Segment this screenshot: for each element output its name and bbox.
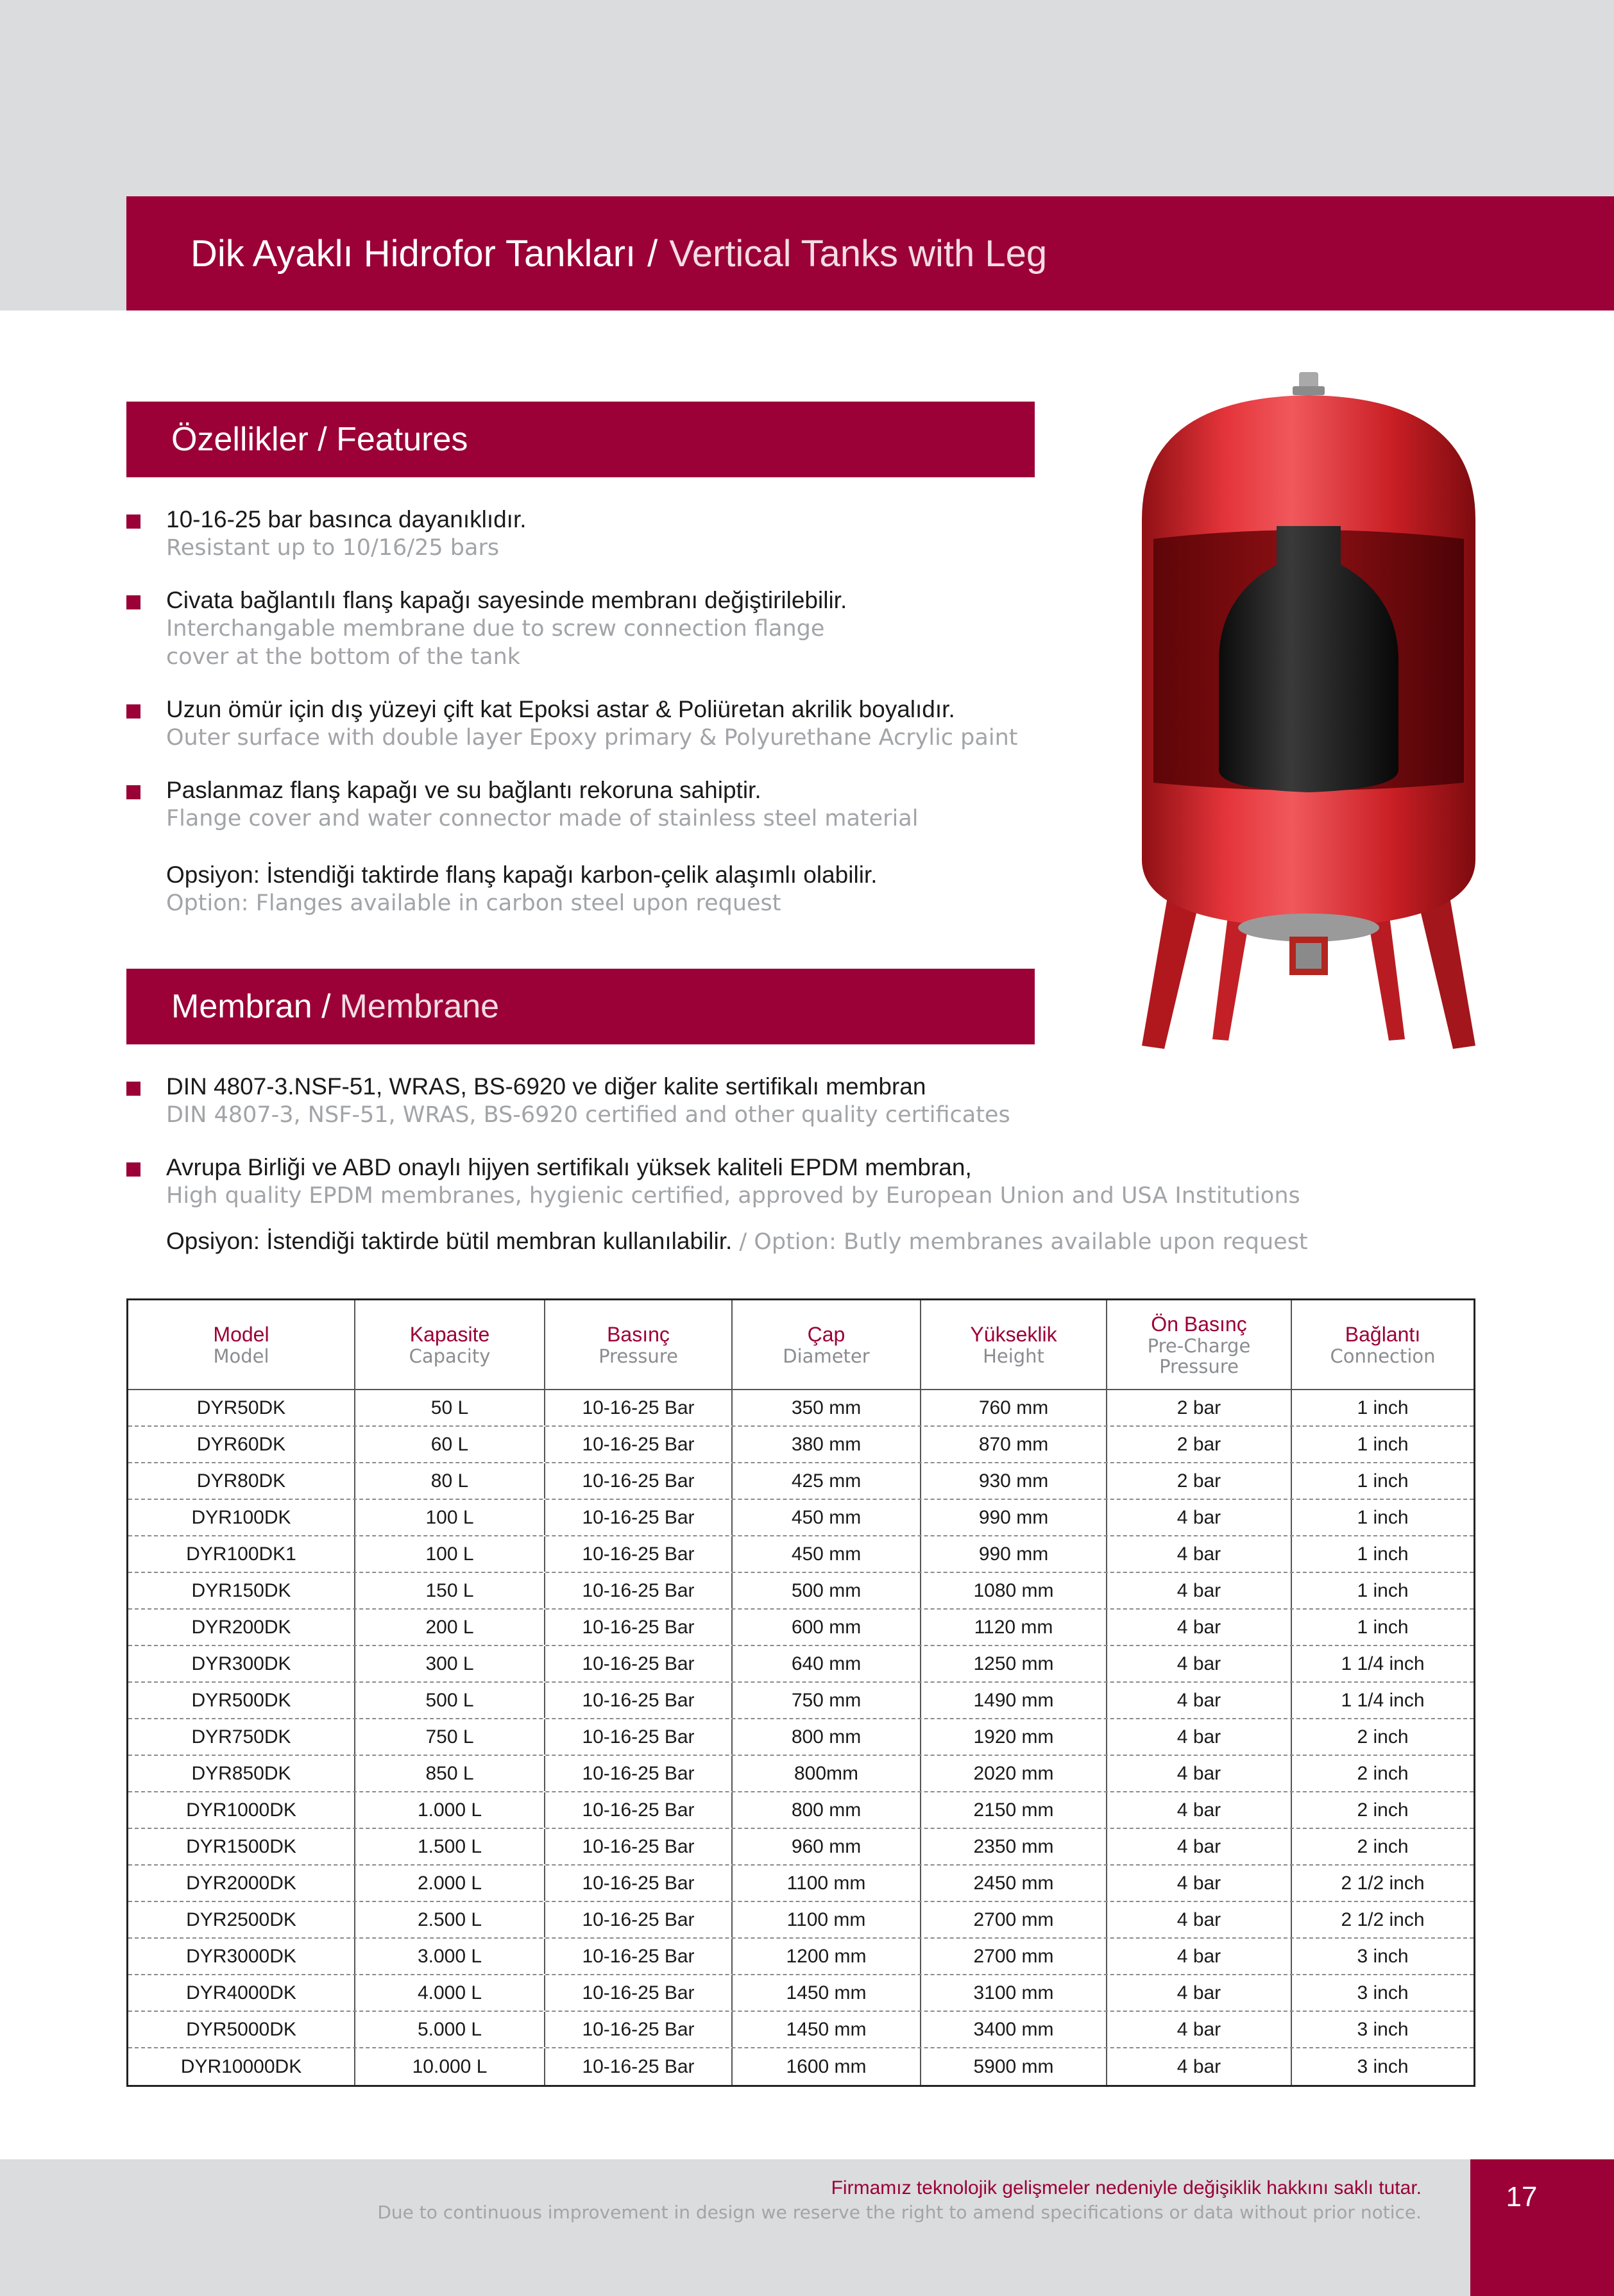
footer-note-tr: Firmamız teknolojik gelişmeler nedeniyle değişiklik hakkını saklı tutar. — [831, 2177, 1422, 2198]
table-cell: 10-16-25 Bar — [545, 1975, 733, 2011]
header-cell: Basınç Pressure — [545, 1300, 733, 1389]
header-cell: Yükseklik Height — [921, 1300, 1107, 1389]
table-cell: 10-16-25 Bar — [545, 1683, 733, 1718]
table-cell: 10-16-25 Bar — [545, 1390, 733, 1425]
table-cell: 10-16-25 Bar — [545, 1610, 733, 1645]
table-cell: 10-16-25 Bar — [545, 1646, 733, 1681]
table-row — [128, 1829, 1474, 1866]
table-cell: 60 L — [355, 1427, 545, 1462]
bullet-square-icon — [126, 514, 140, 529]
table-cell: 10-16-25 Bar — [545, 2048, 733, 2085]
page-title-en: Vertical Tanks with Leg — [669, 232, 1048, 275]
table-cell: 1 inch — [1357, 1397, 1409, 1418]
table-cell: DYR200DK — [128, 1610, 355, 1645]
header-cell: Kapasite Capacity — [355, 1300, 545, 1389]
table-cell: DYR10000DK — [128, 2048, 355, 2085]
table-cell: 1450 mm — [733, 2012, 921, 2047]
table-row — [128, 1500, 1474, 1536]
table-cell: DYR4000DK — [128, 1975, 355, 2011]
table-cell: 2450 mm — [921, 1866, 1107, 1901]
bullet-square-icon — [126, 785, 140, 799]
table-cell: 1490 mm — [921, 1683, 1107, 1718]
table-cell: 2 1/2 inch — [1341, 1909, 1425, 1930]
tank-illustration-icon — [1116, 372, 1501, 1065]
table-cell: 4 bar — [1107, 2048, 1292, 2085]
membrane-item — [126, 1073, 1377, 1129]
table-cell: DYR1500DK — [128, 1829, 355, 1864]
table-row — [128, 1427, 1474, 1463]
table-cell: 5900 mm — [921, 2048, 1107, 2085]
vertical-tank-image — [1116, 372, 1501, 1065]
table-cell: 2 inch — [1357, 1726, 1409, 1748]
features-heading — [126, 402, 1035, 477]
table-row — [128, 2048, 1474, 2085]
header-cell: Model Model — [128, 1300, 355, 1389]
table-cell: 1120 mm — [921, 1610, 1107, 1645]
title-separator: / — [647, 232, 658, 275]
table-cell: 2 bar — [1107, 1390, 1292, 1425]
table-cell: 4.000 L — [355, 1975, 545, 2011]
table-cell: 4 bar — [1107, 1610, 1292, 1645]
table-cell: 800 mm — [733, 1719, 921, 1755]
table-cell: DYR60DK — [128, 1427, 355, 1462]
table-cell: 80 L — [355, 1463, 545, 1499]
table-cell: DYR2500DK — [128, 1902, 355, 1937]
table-cell: 960 mm — [733, 1829, 921, 1864]
table-cell: 800mm — [733, 1756, 921, 1791]
feature-tr: Civata bağlantılı flanş kapağı sayesinde membranı değiştirilebilir. — [166, 587, 847, 613]
table-cell: 5.000 L — [355, 2012, 545, 2047]
table-cell: 4 bar — [1107, 1536, 1292, 1572]
table-row — [128, 1792, 1474, 1829]
membrane-heading-en: Membrane — [339, 988, 500, 1025]
feature-en: Resistant up to 10/16/25 bars — [166, 535, 500, 561]
table-cell: 10-16-25 Bar — [545, 1792, 733, 1828]
bullet-square-icon — [126, 1162, 140, 1177]
table-cell: 2700 mm — [921, 1939, 1107, 1974]
table-cell: 2 bar — [1107, 1463, 1292, 1499]
table-cell: 500 mm — [733, 1573, 921, 1608]
table-cell: DYR5000DK — [128, 2012, 355, 2047]
table-cell: 2 inch — [1357, 1835, 1409, 1857]
table-cell: 4 bar — [1107, 1866, 1292, 1901]
features-heading-text: Özellikler / Features — [171, 421, 468, 458]
table-row — [128, 1756, 1474, 1792]
feature-tr: 10-16-25 bar basınca dayanıklıdır. — [166, 506, 527, 532]
table-cell: DYR150DK — [128, 1573, 355, 1608]
table-cell: 100 L — [355, 1536, 545, 1572]
table-cell: 1 inch — [1357, 1470, 1409, 1492]
table-cell: 10-16-25 Bar — [545, 1463, 733, 1499]
table-cell: 500 L — [355, 1683, 545, 1718]
table-cell: 1200 mm — [733, 1939, 921, 1974]
table-cell: 10-16-25 Bar — [545, 1866, 733, 1901]
membrane-tr: DIN 4807-3.NSF-51, WRAS, BS-6920 ve diğer kalite sertifikalı membran — [166, 1073, 926, 1100]
table-cell: 930 mm — [921, 1463, 1107, 1499]
table-cell: DYR100DK — [128, 1500, 355, 1535]
table-cell: 10-16-25 Bar — [545, 1939, 733, 1974]
membrane-en: High quality EPDM membranes, hygienic certified, approved by European Union and USA Institutions — [166, 1183, 1300, 1209]
table-row — [128, 1975, 1474, 2012]
table-cell: 1 1/4 inch — [1341, 1689, 1425, 1711]
table-row — [128, 1719, 1474, 1756]
table-cell: 10-16-25 Bar — [545, 1536, 733, 1572]
table-row — [128, 1610, 1474, 1646]
table-row — [128, 1573, 1474, 1610]
table-row — [128, 2012, 1474, 2048]
feature-tr: Paslanmaz flanş kapağı ve su bağlantı rekoruna sahiptir. — [166, 777, 761, 803]
table-cell: 10-16-25 Bar — [545, 1427, 733, 1462]
table-row — [128, 1939, 1474, 1975]
header-cell: Çap Diameter — [733, 1300, 921, 1389]
table-row — [128, 1463, 1474, 1500]
membrane-option — [166, 1228, 1308, 1255]
table-cell: 10-16-25 Bar — [545, 1573, 733, 1608]
table-cell: 4 bar — [1107, 1646, 1292, 1681]
table-cell: 1 inch — [1357, 1506, 1409, 1528]
table-cell: 1 inch — [1357, 1433, 1409, 1455]
table-cell: 4 bar — [1107, 1756, 1292, 1791]
table-cell: 4 bar — [1107, 1939, 1292, 1974]
table-cell: 4 bar — [1107, 1573, 1292, 1608]
table-cell: 850 L — [355, 1756, 545, 1791]
table-cell: 1920 mm — [921, 1719, 1107, 1755]
bullet-square-icon — [126, 595, 140, 609]
table-cell: 1.000 L — [355, 1792, 545, 1828]
table-cell: 4 bar — [1107, 1683, 1292, 1718]
page-number: 17 — [1470, 2159, 1614, 2296]
membrane-heading — [126, 969, 1035, 1044]
table-cell: 10.000 L — [355, 2048, 545, 2085]
table-cell: DYR300DK — [128, 1646, 355, 1681]
table-cell: 1 inch — [1357, 1579, 1409, 1601]
table-cell: 3 inch — [1357, 2055, 1409, 2077]
table-cell: 2 inch — [1357, 1762, 1409, 1784]
table-cell: 50 L — [355, 1390, 545, 1425]
table-row — [128, 1390, 1474, 1427]
table-cell: 2 inch — [1357, 1799, 1409, 1821]
membrane-heading-tr: Membran / — [171, 988, 331, 1025]
table-cell: 10-16-25 Bar — [545, 1719, 733, 1755]
feature-en: Interchangable membrane due to screw connection flange cover at the bottom of the tank — [166, 616, 825, 670]
table-cell: 990 mm — [921, 1536, 1107, 1572]
table-cell: 2 bar — [1107, 1427, 1292, 1462]
table-cell: 1 1/4 inch — [1341, 1653, 1425, 1674]
table-cell: 2700 mm — [921, 1902, 1107, 1937]
specification-table — [126, 1298, 1475, 2087]
table-cell: 2350 mm — [921, 1829, 1107, 1864]
table-row — [128, 1866, 1474, 1902]
table-cell: 3.000 L — [355, 1939, 545, 1974]
table-cell: 640 mm — [733, 1646, 921, 1681]
table-cell: 425 mm — [733, 1463, 921, 1499]
table-cell: 600 mm — [733, 1610, 921, 1645]
table-row — [128, 1646, 1474, 1683]
table-cell: 760 mm — [921, 1390, 1107, 1425]
header-cell: Bağlantı Connection — [1330, 1323, 1436, 1367]
header-cell: Ön Basınç Pre-Charge Pressure — [1107, 1300, 1292, 1389]
table-cell: DYR50DK — [128, 1390, 355, 1425]
table-row — [128, 1902, 1474, 1939]
table-cell: 300 L — [355, 1646, 545, 1681]
table-cell: 2020 mm — [921, 1756, 1107, 1791]
table-cell: DYR2000DK — [128, 1866, 355, 1901]
page-title-bar — [126, 196, 1614, 310]
table-cell: 10-16-25 Bar — [545, 1756, 733, 1791]
table-cell: 3100 mm — [921, 1975, 1107, 2011]
bullet-square-icon — [126, 704, 140, 719]
table-cell: DYR1000DK — [128, 1792, 355, 1828]
footer-note — [377, 2176, 1422, 2225]
features-option-en: Option: Flanges available in carbon steel upon request — [166, 890, 781, 916]
table-cell: 3 inch — [1357, 1982, 1409, 2003]
table-cell: DYR100DK1 — [128, 1536, 355, 1572]
table-cell: DYR750DK — [128, 1719, 355, 1755]
table-cell: 10-16-25 Bar — [545, 1829, 733, 1864]
table-cell: 450 mm — [733, 1500, 921, 1535]
table-cell: 100 L — [355, 1500, 545, 1535]
table-cell: 10-16-25 Bar — [545, 1902, 733, 1937]
table-cell: 1.500 L — [355, 1829, 545, 1864]
table-cell: 2 1/2 inch — [1341, 1872, 1425, 1894]
table-cell: 450 mm — [733, 1536, 921, 1572]
table-cell: DYR500DK — [128, 1683, 355, 1718]
table-cell: DYR850DK — [128, 1756, 355, 1791]
table-cell: 870 mm — [921, 1427, 1107, 1462]
table-cell: 2150 mm — [921, 1792, 1107, 1828]
table-cell: 2.000 L — [355, 1866, 545, 1901]
table-cell: DYR3000DK — [128, 1939, 355, 1974]
table-body — [128, 1390, 1474, 2085]
page-title-tr: Dik Ayaklı Hidrofor Tankları — [191, 232, 636, 275]
table-header — [128, 1300, 1474, 1390]
table-cell: 2.500 L — [355, 1902, 545, 1937]
table-cell: 150 L — [355, 1573, 545, 1608]
table-cell: 350 mm — [733, 1390, 921, 1425]
membrane-option-en: / Option: Butly membranes available upon request — [732, 1229, 1308, 1255]
table-cell: 4 bar — [1107, 1500, 1292, 1535]
feature-en: Flange cover and water connector made of stainless steel material — [166, 806, 919, 831]
table-cell: 1600 mm — [733, 2048, 921, 2085]
table-cell: 10-16-25 Bar — [545, 2012, 733, 2047]
membrane-item — [126, 1153, 1377, 1210]
table-cell: 4 bar — [1107, 1719, 1292, 1755]
feature-en: Outer surface with double layer Epoxy primary & Polyurethane Acrylic paint — [166, 725, 1018, 751]
feature-tr: Uzun ömür için dış yüzeyi çift kat Epoksi astar & Poliüretan akrilik boyalıdır. — [166, 696, 955, 722]
table-cell: 200 L — [355, 1610, 545, 1645]
table-cell: 10-16-25 Bar — [545, 1500, 733, 1535]
table-cell: 1450 mm — [733, 1975, 921, 2011]
table-row — [128, 1536, 1474, 1573]
table-cell: 1 inch — [1357, 1616, 1409, 1638]
table-cell: 4 bar — [1107, 2012, 1292, 2047]
footer-note-en: Due to continuous improvement in design we reserve the right to amend specifications or data without prior notice. — [377, 2202, 1422, 2223]
features-option-tr: Opsiyon: İstendiği taktirde flanş kapağı karbon-çelik alaşımlı olabilir. — [166, 862, 878, 888]
table-cell: DYR80DK — [128, 1463, 355, 1499]
table-cell: 800 mm — [733, 1792, 921, 1828]
bullet-square-icon — [126, 1082, 140, 1096]
table-cell: 4 bar — [1107, 1975, 1292, 2011]
table-cell: 3 inch — [1357, 1945, 1409, 1967]
membrane-option-tr: Opsiyon: İstendiği taktirde bütil membran kullanılabilir. — [166, 1228, 733, 1254]
table-cell: 3 inch — [1357, 2018, 1409, 2040]
membrane-tr: Avrupa Birliği ve ABD onaylı hijyen sertifikalı yüksek kaliteli EPDM membran, — [166, 1154, 972, 1180]
table-cell: 1250 mm — [921, 1646, 1107, 1681]
table-row — [128, 1683, 1474, 1719]
table-cell: 990 mm — [921, 1500, 1107, 1535]
table-cell: 4 bar — [1107, 1902, 1292, 1937]
table-cell: 380 mm — [733, 1427, 921, 1462]
table-cell: 750 mm — [733, 1683, 921, 1718]
table-cell: 4 bar — [1107, 1792, 1292, 1828]
table-cell: 1080 mm — [921, 1573, 1107, 1608]
table-cell: 1100 mm — [733, 1902, 921, 1937]
membrane-en: DIN 4807-3, NSF-51, WRAS, BS-6920 certified and other quality certificates — [166, 1102, 1010, 1128]
table-cell: 750 L — [355, 1719, 545, 1755]
table-cell: 1100 mm — [733, 1866, 921, 1901]
table-cell: 1 inch — [1357, 1543, 1409, 1565]
table-cell: 3400 mm — [921, 2012, 1107, 2047]
table-cell: 4 bar — [1107, 1829, 1292, 1864]
